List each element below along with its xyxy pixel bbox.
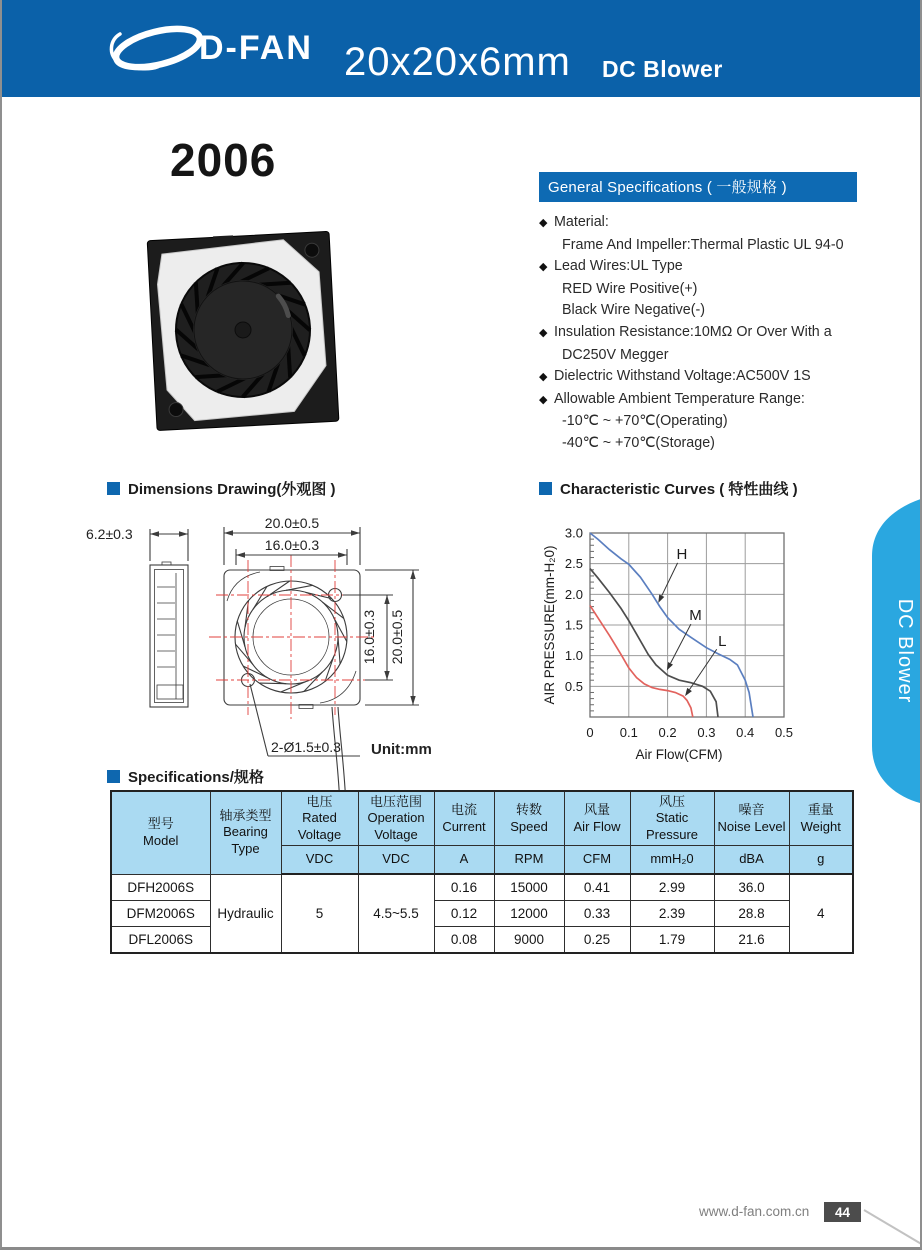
svg-text:L: L (718, 632, 727, 650)
blue-square-icon (539, 482, 552, 495)
weight-cell: 4 (789, 874, 853, 953)
svg-text:M: M (689, 607, 702, 625)
model-cell: DFL2006S (111, 927, 210, 954)
unit-vdc: VDC (281, 846, 358, 875)
model-cell: DFH2006S (111, 874, 210, 901)
dfan-logo-icon (106, 24, 211, 72)
spec-line: DC250V Megger (562, 346, 669, 363)
svg-text:0.3: 0.3 (697, 725, 716, 740)
section-curves-heading: Characteristic Curves ( 特性曲线 ) (539, 478, 798, 499)
col-header-static-pressure: 风压 Static Pressure (630, 791, 714, 846)
section-dimensions-heading: Dimensions Drawing(外观图 ) (107, 478, 336, 499)
svg-text:20.0±0.5: 20.0±0.5 (264, 515, 320, 531)
col-header-operation-voltage: 电压范围 Operation Voltage (358, 791, 434, 846)
svg-text:16.0±0.3: 16.0±0.3 (361, 609, 377, 665)
col-header-model: 型号 Model (111, 791, 210, 874)
col-header-bearing: 轴承类型 Bearing Type (210, 791, 281, 874)
spec-line: ◆ Allowable Ambient Temperature Range: (539, 389, 857, 412)
dim-holes-callout (250, 684, 360, 756)
side-view (150, 562, 188, 707)
spec-line: RED Wire Positive(+) (562, 280, 698, 297)
spec-line: Frame And Impeller:Thermal Plastic UL 94-0 (562, 236, 844, 253)
svg-text:6.2±0.3: 6.2±0.3 (86, 526, 133, 542)
spec-line: ◆ Lead Wires:UL Type (539, 256, 857, 279)
col-header-noise: 噪音 Noise Level (714, 791, 789, 846)
diamond-bullet-icon: ◆ (539, 326, 548, 339)
col-header-current: 电流 Current (434, 791, 494, 846)
svg-text:0: 0 (586, 725, 594, 740)
side-tab-label: DC Blower (894, 598, 916, 704)
table-row: DFH2006S Hydraulic 5 4.5~5.5 0.16 15000 0.41 2.99 36.0 4 (111, 874, 853, 901)
spec-line: ◆ Insulation Resistance:10MΩ Or Over With a (539, 322, 857, 345)
product-photo (130, 210, 355, 450)
operation-voltage-cell: 4.5~5.5 (358, 874, 434, 953)
unit-rpm: RPM (494, 846, 564, 875)
svg-text:0.2: 0.2 (658, 725, 677, 740)
svg-text:2.5: 2.5 (564, 556, 583, 572)
bearing-cell: Hydraulic (210, 874, 281, 953)
svg-text:20.0±0.5: 20.0±0.5 (389, 609, 405, 665)
unit-label: Unit:mm (371, 741, 432, 758)
model-cell: DFM2006S (111, 901, 210, 927)
col-header-weight: 重量 Weight (789, 791, 853, 846)
brand-block (106, 24, 313, 72)
page-number-badge: 44 (824, 1202, 861, 1222)
dim-depth (86, 526, 188, 561)
spec-line: -40℃ ~ +70℃(Storage) (562, 434, 715, 451)
col-header-speed: 转数 Speed (494, 791, 564, 846)
unit-vdc: VDC (358, 846, 434, 875)
corner-decoration-line (857, 1200, 922, 1250)
dim-right-inner (343, 595, 393, 680)
page-subtitle: DC Blower (602, 56, 723, 82)
spec-line: ◆ Material: (539, 212, 857, 235)
page-title: 20x20x6mm (344, 40, 571, 84)
svg-text:3.0: 3.0 (564, 525, 583, 541)
spec-line: ◆ Dielectric Withstand Voltage:AC500V 1S (539, 366, 857, 389)
svg-text:Air Flow(CFM): Air Flow(CFM) (635, 747, 723, 762)
svg-text:0.5: 0.5 (774, 725, 794, 740)
specifications-table (110, 790, 854, 954)
spec-line: Black Wire Negative(-) (562, 302, 705, 319)
diamond-bullet-icon: ◆ (539, 371, 548, 384)
svg-text:H: H (676, 545, 688, 563)
diamond-bullet-icon: ◆ (539, 393, 548, 406)
svg-text:2-Ø1.5±0.3: 2-Ø1.5±0.3 (271, 739, 341, 755)
svg-text:1.5: 1.5 (564, 617, 583, 633)
general-specifications-title: General Specifications ( 一般规格 ) (539, 172, 857, 202)
diamond-bullet-icon: ◆ (539, 261, 548, 274)
svg-text:2.0: 2.0 (564, 586, 583, 602)
svg-text:1.0: 1.0 (564, 648, 583, 664)
unit-a: A (434, 846, 494, 875)
blue-square-icon (107, 482, 120, 495)
header-bar (2, 0, 920, 97)
svg-text:0.4: 0.4 (736, 725, 755, 740)
general-specifications (539, 172, 857, 455)
unit-mmh2o: mmH₂0 (630, 846, 714, 875)
unit-dba: dBA (714, 846, 789, 875)
section-specifications-heading: Specifications/规格 (107, 766, 264, 787)
table-row: DFM2006S 0.12 12000 0.33 2.39 28.8 (111, 901, 853, 927)
svg-text:0.1: 0.1 (619, 725, 638, 740)
spec-line: -10℃ ~ +70℃(Operating) (562, 413, 728, 430)
svg-text:AIR PRESSURE(mm-H₂0): AIR PRESSURE(mm-H₂0) (542, 545, 557, 705)
col-header-air-flow: 风量 Air Flow (564, 791, 630, 846)
svg-text:16.0±0.3: 16.0±0.3 (264, 537, 320, 553)
characteristic-curves-chart (542, 519, 800, 772)
col-header-rated-voltage: 电压 Rated Voltage (281, 791, 358, 846)
model-number-title: 2006 (170, 134, 277, 186)
website-url: www.d-fan.com.cn (699, 1204, 810, 1219)
svg-text:0.5: 0.5 (564, 678, 583, 694)
rated-voltage-cell: 5 (281, 874, 358, 953)
unit-cfm: CFM (564, 846, 630, 875)
unit-g: g (789, 846, 853, 875)
diamond-bullet-icon: ◆ (539, 217, 548, 229)
brand-name: D-FAN (199, 28, 313, 67)
dc-blower-side-tab (858, 498, 922, 804)
table-row: DFL2006S 0.08 9000 0.25 1.79 21.6 (111, 927, 853, 954)
dim-inner-width (236, 537, 347, 565)
general-specifications-list (539, 212, 857, 455)
